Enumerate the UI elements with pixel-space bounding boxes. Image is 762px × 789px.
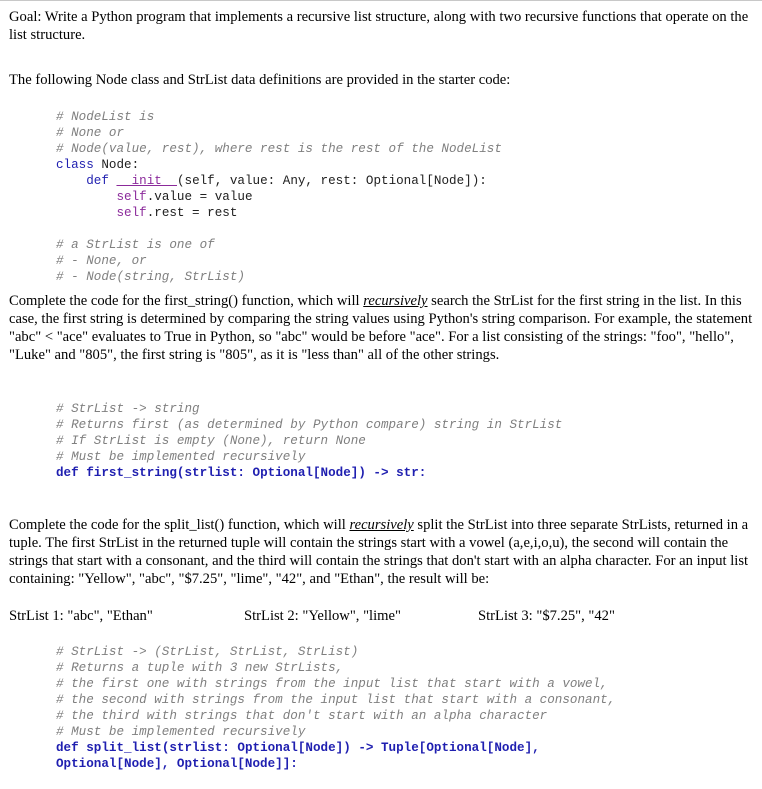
code-comment: # NodeList is <box>56 110 155 124</box>
split-list-desc-rest: split the StrList into three separate StrLists, returned in a tuple. The first StrList in the returned tuple will contain the strings start with a vowel (a,e,i,o,u), the second will contain the strings that start with a consonant, and the third will contain the strings that don't start with an alpha character. For an input list containing: "Yellow", "abc", "$7.25", "lime", "42", and "Ethan", the result will be: <box>9 517 749 587</box>
code-comment: # - Node(string, StrList) <box>56 270 245 284</box>
code-comment: # StrList -> string <box>56 402 200 416</box>
self-keyword: self <box>116 206 147 220</box>
recursively-emphasis: recursively <box>363 293 428 309</box>
split-list-desc-start: Complete the code for the split_list() function, which will <box>9 517 350 533</box>
code-comment: # None or <box>56 126 125 140</box>
first-string-desc-rest: search the StrList for the first string in the list. In this case, the first string is determined by comparing the string values using Python's string comparison. For example, the statement "abc" < "ace" evaluates to True in Python, so "abc" would be before "ace". For a list consisting of the strings: "foo", "hello", "Luke" and "805", the first string is "805", as it is "less than" all of the other strings. <box>9 293 753 363</box>
assign-rest-line <box>56 205 502 221</box>
code-comment: # a StrList is one of <box>56 238 215 252</box>
top-border <box>0 0 762 1</box>
code-comment: # Returns first (as determined by Python compare) string in StrList <box>56 418 563 432</box>
split-list-paragraph <box>9 516 753 588</box>
result-strlist-3: StrList 3: "$7.25", "42" <box>478 608 615 624</box>
assign-rest: .rest = rest <box>146 206 238 220</box>
code-comment: # Must be implemented recursively <box>56 725 306 739</box>
split-list-signature-2: Optional[Node], Optional[Node]]: <box>56 757 298 771</box>
code-comment: # StrList -> (StrList, StrList, StrList) <box>56 645 359 659</box>
assign-value-line <box>56 189 502 205</box>
def-keyword: def <box>86 174 109 188</box>
code-comment: # the third with strings that don't start with an alpha character <box>56 709 548 723</box>
self-keyword: self <box>116 190 147 204</box>
code-comment: # Returns a tuple with 3 new StrLists, <box>56 661 344 675</box>
init-name: __init__ <box>116 174 177 188</box>
first-string-paragraph <box>9 292 753 364</box>
def-keyword: def <box>56 741 79 755</box>
split-list-signature-1 <box>56 740 615 756</box>
code-comment: # If StrList is empty (None), return None <box>56 434 366 448</box>
init-line <box>56 173 502 189</box>
first-string-def: first_string(strlist: Optional[Node]) -> str: <box>78 466 427 480</box>
split-list-code-block <box>56 644 615 772</box>
starter-code-block <box>56 109 502 285</box>
init-params: (self, value: Any, rest: Optional[Node]): <box>176 174 487 188</box>
first-string-desc-start: Complete the code for the first_string() function, which will <box>9 293 364 309</box>
assign-value: .value = value <box>146 190 253 204</box>
first-string-signature <box>56 465 562 481</box>
provided-paragraph: The following Node class and StrList data definitions are provided in the starter code: <box>9 72 511 88</box>
recursively-emphasis: recursively <box>349 517 414 533</box>
class-name: Node: <box>93 158 140 172</box>
result-strlist-2: StrList 2: "Yellow", "lime" <box>244 608 401 624</box>
first-string-code-block <box>56 401 562 481</box>
goal-paragraph: Goal: Write a Python program that implements a recursive list structure, along with two recursive functions that operate on the list structure. <box>9 9 749 43</box>
class-keyword: class <box>56 158 94 172</box>
code-comment: # Must be implemented recursively <box>56 450 306 464</box>
class-line <box>56 157 502 173</box>
code-comment: # - None, or <box>56 254 147 268</box>
split-list-def: split_list(strlist: Optional[Node]) -> Tuple[Optional[Node], <box>78 741 540 755</box>
code-comment: # the first one with strings from the input list that start with a vowel, <box>56 677 608 691</box>
code-comment: # Node(value, rest), where rest is the rest of the NodeList <box>56 142 502 156</box>
code-comment: # the second with strings from the input list that start with a consonant, <box>56 693 616 707</box>
def-keyword: def <box>56 466 79 480</box>
result-strlist-1: StrList 1: "abc", "Ethan" <box>9 608 153 624</box>
